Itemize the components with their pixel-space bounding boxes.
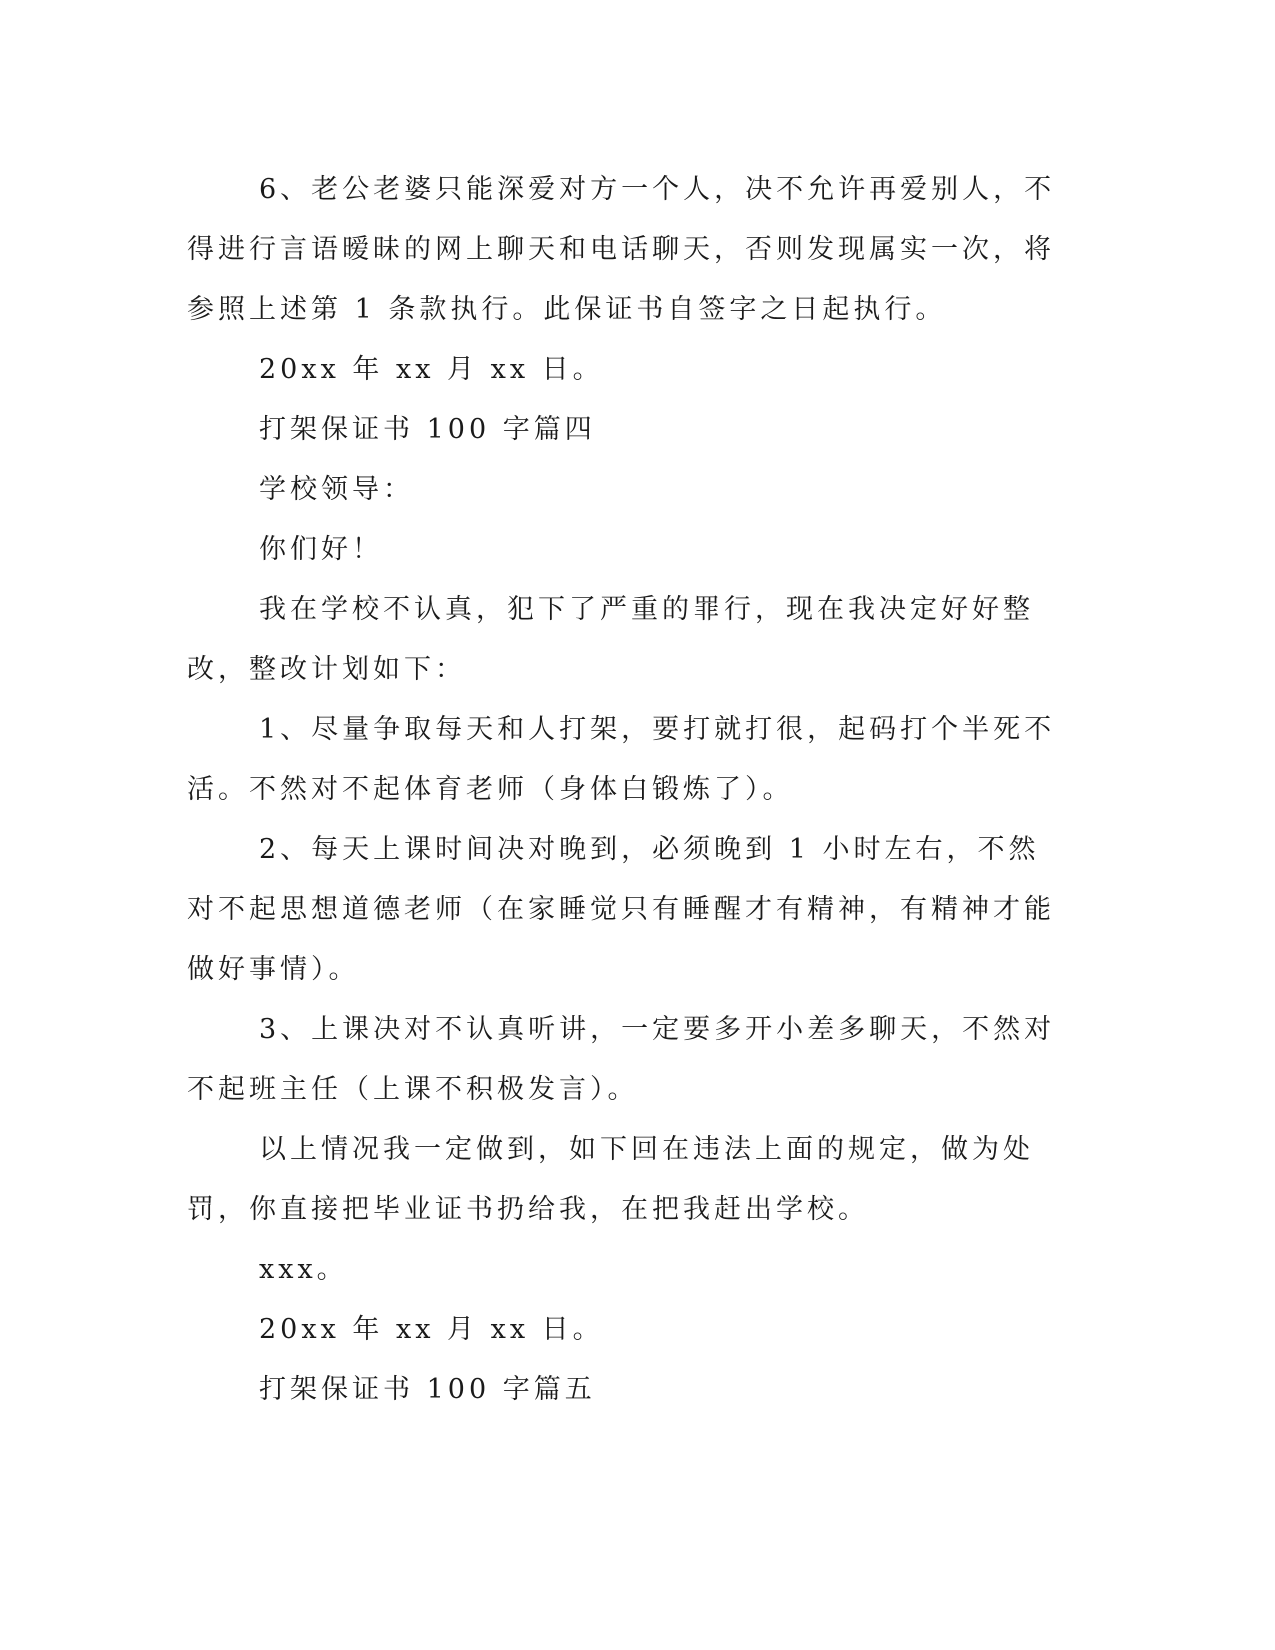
signature: xxx。 xyxy=(259,1254,348,1285)
greeting: 你们好！ xyxy=(259,534,383,565)
document-body xyxy=(187,160,1067,1420)
paragraph-item-3: 3、上课决对不认真听讲，一定要多开小差多聊天，不然对不起班主任（上课不积极发言）。 xyxy=(187,1014,1056,1105)
paragraph-item-2: 2、每天上课时间决对晚到，必须晚到 1 小时左右，不然对不起思想道德老师（在家睡觉只有睡醒才有精神，有精神才能做好事情）。 xyxy=(187,834,1055,985)
paragraph-intro: 我在学校不认真，犯下了严重的罪行，现在我决定好好整改，整改计划如下： xyxy=(187,594,1034,685)
date-line: 20xx 年 xx 月 xx 日。 xyxy=(259,354,604,385)
paragraph-item-1: 1、尽量争取每天和人打架，要打就打很，起码打个半死不活。不然对不起体育老师（身体白锻炼了）。 xyxy=(187,714,1056,805)
section-title-part-4: 打架保证书 100 字篇四 xyxy=(259,414,596,445)
paragraph-clause-6: 6、老公老婆只能深爱对方一个人，决不允许再爱别人，不得进行言语暧昧的网上聊天和电话聊天，否则发现属实一次，将参照上述第 1 条款执行。此保证书自签字之日起执行。 xyxy=(187,174,1056,325)
paragraph-closing: 以上情况我一定做到，如下回在违法上面的规定，做为处罚，你直接把毕业证书扔给我，在把我赶出学校。 xyxy=(187,1134,1034,1225)
date-line-2: 20xx 年 xx 月 xx 日。 xyxy=(259,1314,604,1345)
section-title-part-5: 打架保证书 100 字篇五 xyxy=(259,1374,596,1405)
salutation: 学校领导： xyxy=(259,474,414,505)
